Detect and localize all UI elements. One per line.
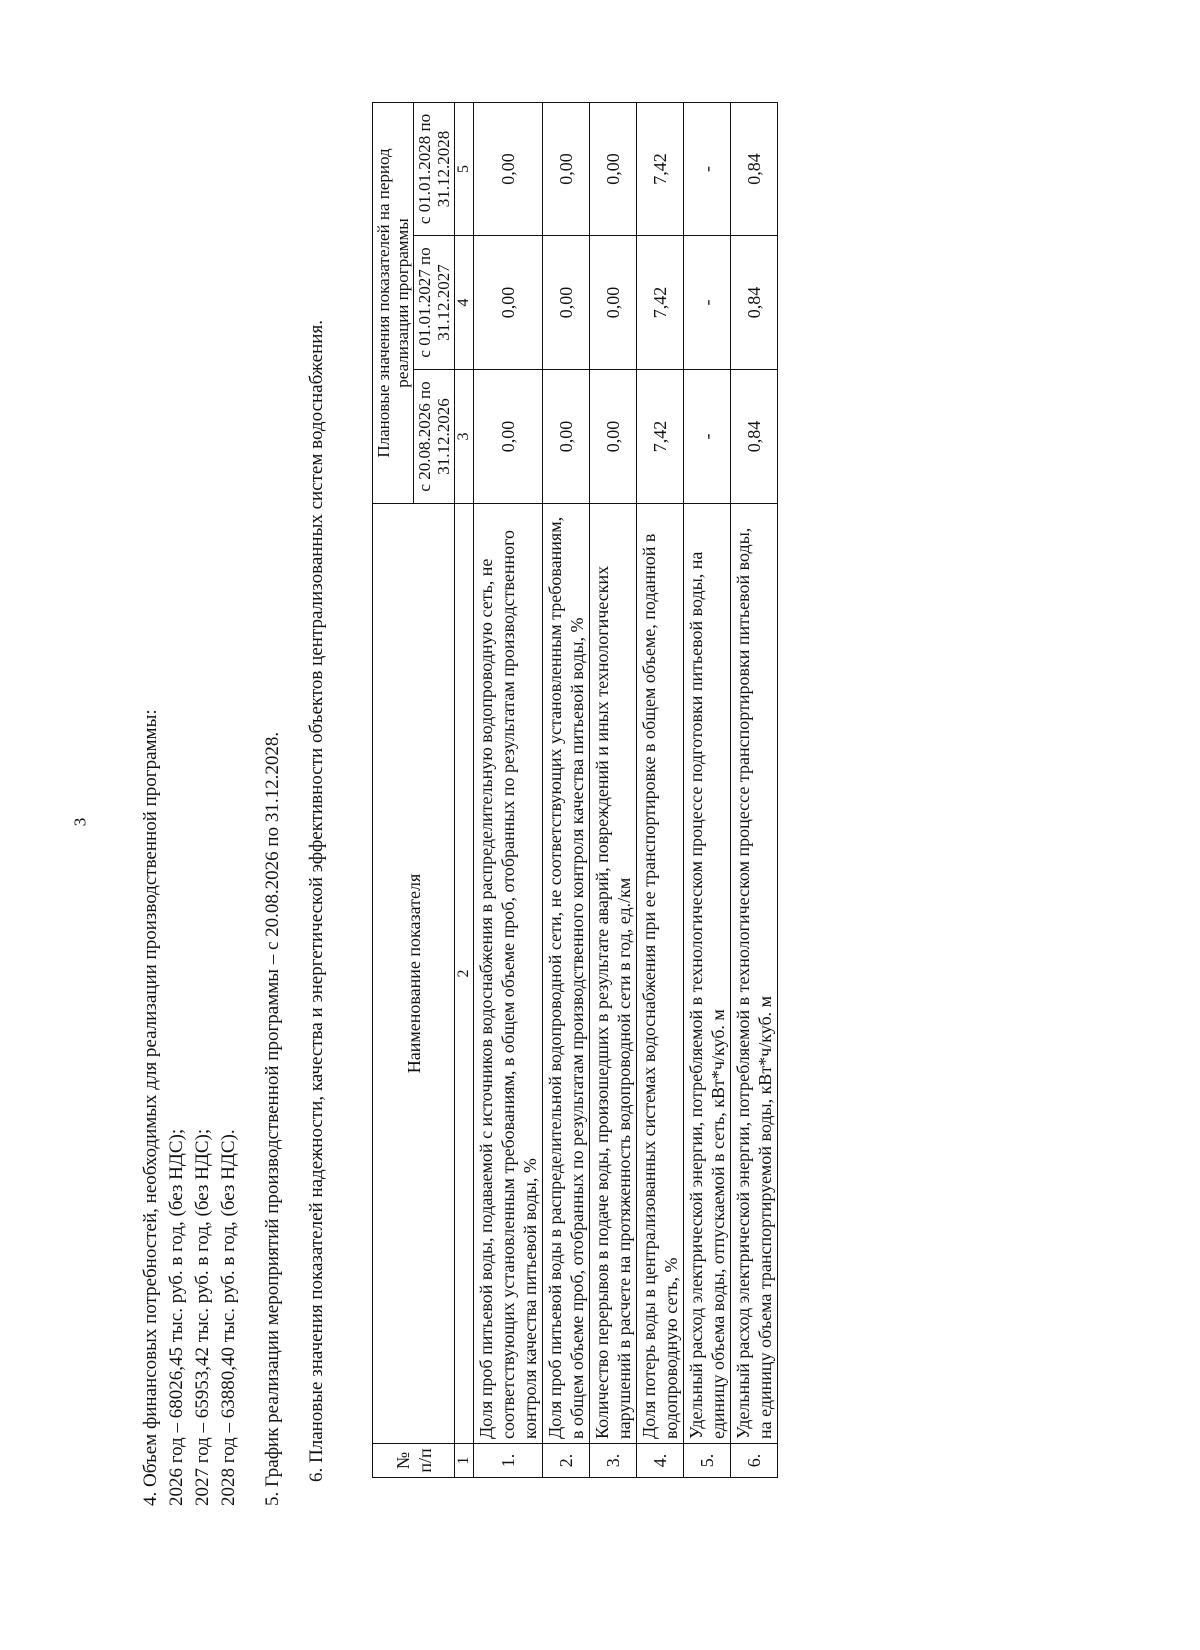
header-period-3: с 01.01.2028 по 31.12.2028 [414, 102, 455, 235]
indicator-name: Доля проб питьевой воды в распределительной водопроводной сети, не соответствующих установленным требованиям, в общем объеме проб, отобранных по результатам производственного контроля качества питьевой воды, % [543, 504, 590, 1444]
section-6: 6. Плановые значения показателей надежности, качества и энергетической эффективности объектов централизованных систем водоснабжения. [306, 320, 327, 1482]
column-index: 2 [455, 504, 474, 1444]
header-planned-values: Плановые значения показателей на период реализации программы [373, 102, 414, 503]
section-5: 5. График реализации мероприятий производственной программы – с 20.08.2026 по 31.12.2028. [262, 731, 283, 1506]
value-2026: 0,00 [543, 370, 590, 504]
row-number: 5. [684, 1444, 731, 1478]
header-no: № п/п [373, 1444, 455, 1478]
table-row [543, 102, 590, 1477]
row-number: 2. [543, 1444, 590, 1478]
value-2028: 0,00 [543, 102, 590, 235]
indicator-name: Количество перерывов в подаче воды, произошедших в результате аварий, повреждений и иных технологических нарушений в расчете на протяженность водопроводной сети в год, ед./км [590, 504, 637, 1444]
finance-line-2028: 2028 год – 63880,40 тыс. руб. в год, (без НДС). [218, 1129, 239, 1506]
value-2028: - [684, 102, 731, 235]
indicator-name: Удельный расход электрической энергии, потребляемой в технологическом процессе подготовки питьевой воды, на единицу объема воды, отпускаемой в сеть, кВт*ч/куб. м [684, 504, 731, 1444]
value-2028: 0,00 [590, 102, 637, 235]
page-number: 3 [70, 817, 90, 827]
row-number: 4. [637, 1444, 684, 1478]
indicator-name: Удельный расход электрической энергии, потребляемой в технологическом процессе транспортировки питьевой воды, на единицу объема транспортируемой воды, кВт*ч/куб. м [731, 504, 778, 1444]
indicator-name: Доля потерь воды в централизованных системах водоснабжения при ее транспортировке в общем объеме, поданной в водопроводную сеть, % [637, 504, 684, 1444]
value-2027: 0,00 [590, 236, 637, 370]
value-2028: 0,00 [474, 102, 543, 235]
column-index: 1 [455, 1444, 474, 1478]
table-row [474, 102, 543, 1477]
value-2027: 0,00 [474, 236, 543, 370]
row-number: 3. [590, 1444, 637, 1478]
value-2026: 0,84 [731, 370, 778, 504]
value-2027: 0,00 [543, 236, 590, 370]
header-period-1: с 20.08.2026 по 31.12.2026 [414, 370, 455, 504]
header-name: Наименование показателя [373, 504, 455, 1444]
table-row [637, 102, 684, 1477]
value-2026: 7,42 [637, 370, 684, 504]
indicator-name: Доля проб питьевой воды, подаваемой с источников водоснабжения в распределительную водопроводную сеть, не соответствующих установленным требованиям, в общем объеме проб, отобранных по результатам производственного контроля качества питьевой воды, % [474, 504, 543, 1444]
section-4-title: 4. Объем финансовых потребностей, необходимых для реализации производственной программы: [140, 709, 161, 1506]
value-2026: 0,00 [474, 370, 543, 504]
indicators-table [372, 102, 778, 1478]
row-number: 1. [474, 1444, 543, 1478]
header-period-2: с 01.01.2027 по 31.12.2027 [414, 236, 455, 370]
table-row [590, 102, 637, 1477]
value-2028: 0,84 [731, 102, 778, 235]
value-2027: 0,84 [731, 236, 778, 370]
row-number: 6. [731, 1444, 778, 1478]
finance-line-2027: 2027 год – 65953,42 тыс. руб. в год, (без НДС); [192, 1128, 213, 1506]
value-2027: - [684, 236, 731, 370]
rotated-page-content [136, 100, 775, 1506]
finance-line-2026: 2026 год – 68026,45 тыс. руб. в год, (без НДС); [166, 1128, 187, 1506]
value-2026: 0,00 [590, 370, 637, 504]
value-2027: 7,42 [637, 236, 684, 370]
column-index: 3 [455, 370, 474, 504]
value-2028: 7,42 [637, 102, 684, 235]
column-index: 5 [455, 102, 474, 235]
column-index: 4 [455, 236, 474, 370]
section-4 [138, 709, 242, 1506]
table-row [684, 102, 731, 1477]
value-2026: - [684, 370, 731, 504]
table-row [731, 102, 778, 1477]
